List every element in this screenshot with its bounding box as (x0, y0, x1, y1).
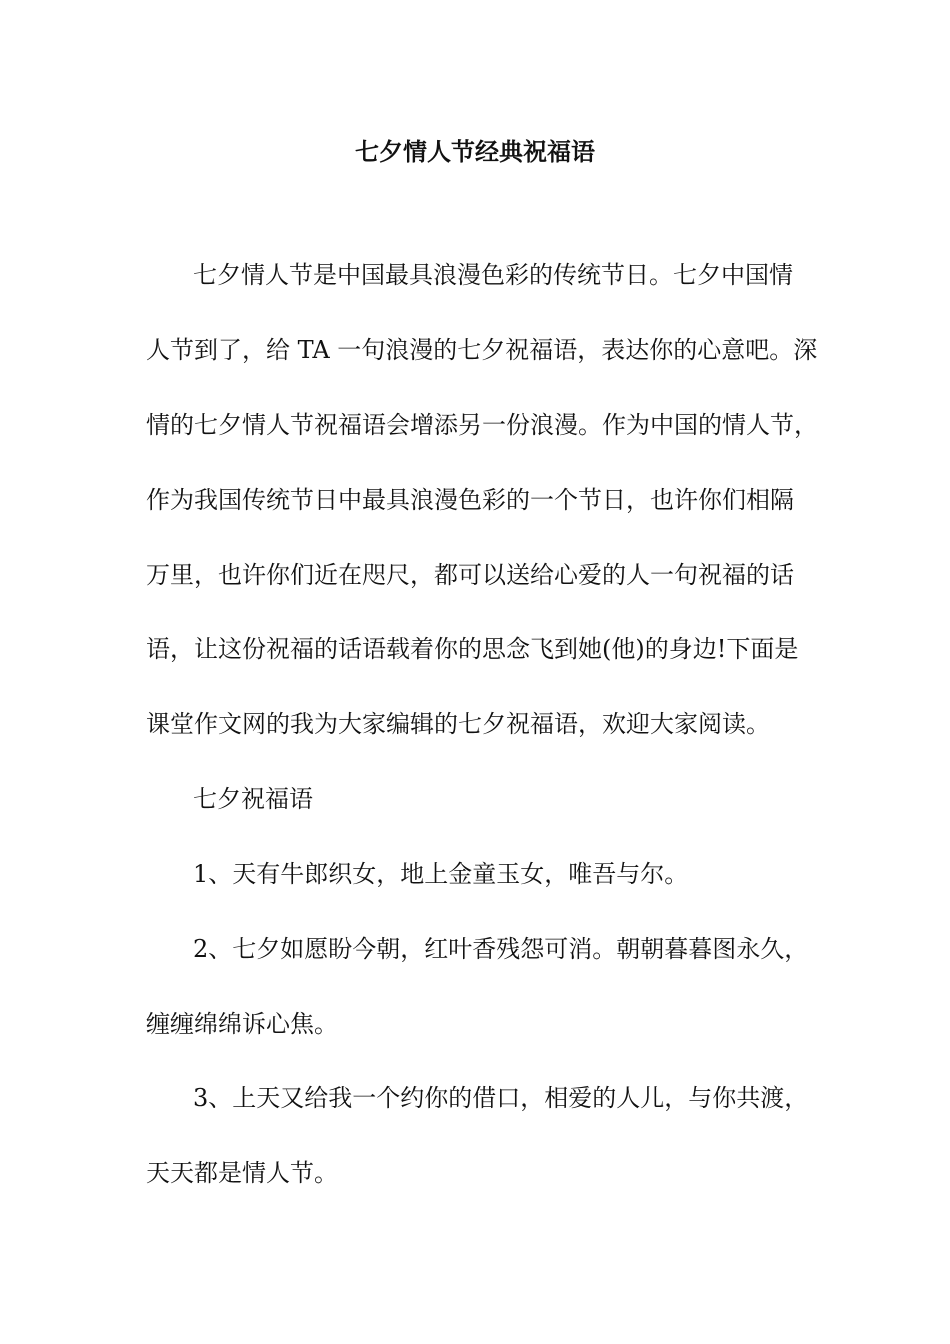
intro-line-7: 课堂作文网的我为大家编辑的七夕祝福语，欢迎大家阅读。 (146, 710, 770, 738)
intro-line-3: 情的七夕情人节祝福语会增添另一份浪漫。作为中国的情人节， (146, 411, 818, 439)
blessing-item-1-line-1: 1、天有牛郎织女，地上金童玉女，唯吾与尔。 (193, 860, 689, 888)
blessing-item-2-line-1: 2、七夕如愿盼今朝，红叶香残怨可消。朝朝暮暮图永久， (193, 935, 809, 963)
blessing-item-3-line-2: 天天都是情人节。 (146, 1159, 338, 1187)
blessing-item-3-line-1: 3、上天又给我一个约你的借口，相爱的人儿，与你共渡， (193, 1084, 809, 1112)
blessing-item-2-line-2: 缠缠绵绵诉心焦。 (146, 1010, 338, 1038)
section-heading: 七夕祝福语 (193, 785, 313, 813)
document-title: 七夕情人节经典祝福语 (355, 137, 595, 166)
intro-line-2: 人节到了，给 TA 一句浪漫的七夕祝福语，表达你的心意吧。深 (146, 336, 818, 364)
intro-line-5: 万里，也许你们近在咫尺，都可以送给心爱的人一句祝福的话 (146, 561, 794, 589)
intro-line-6: 语，让这份祝福的话语载着你的思念飞到她(他)的身边!下面是 (146, 635, 799, 663)
intro-line-4: 作为我国传统节日中最具浪漫色彩的一个节日，也许你们相隔 (146, 486, 794, 514)
intro-line-1: 七夕情人节是中国最具浪漫色彩的传统节日。七夕中国情 (193, 261, 793, 289)
